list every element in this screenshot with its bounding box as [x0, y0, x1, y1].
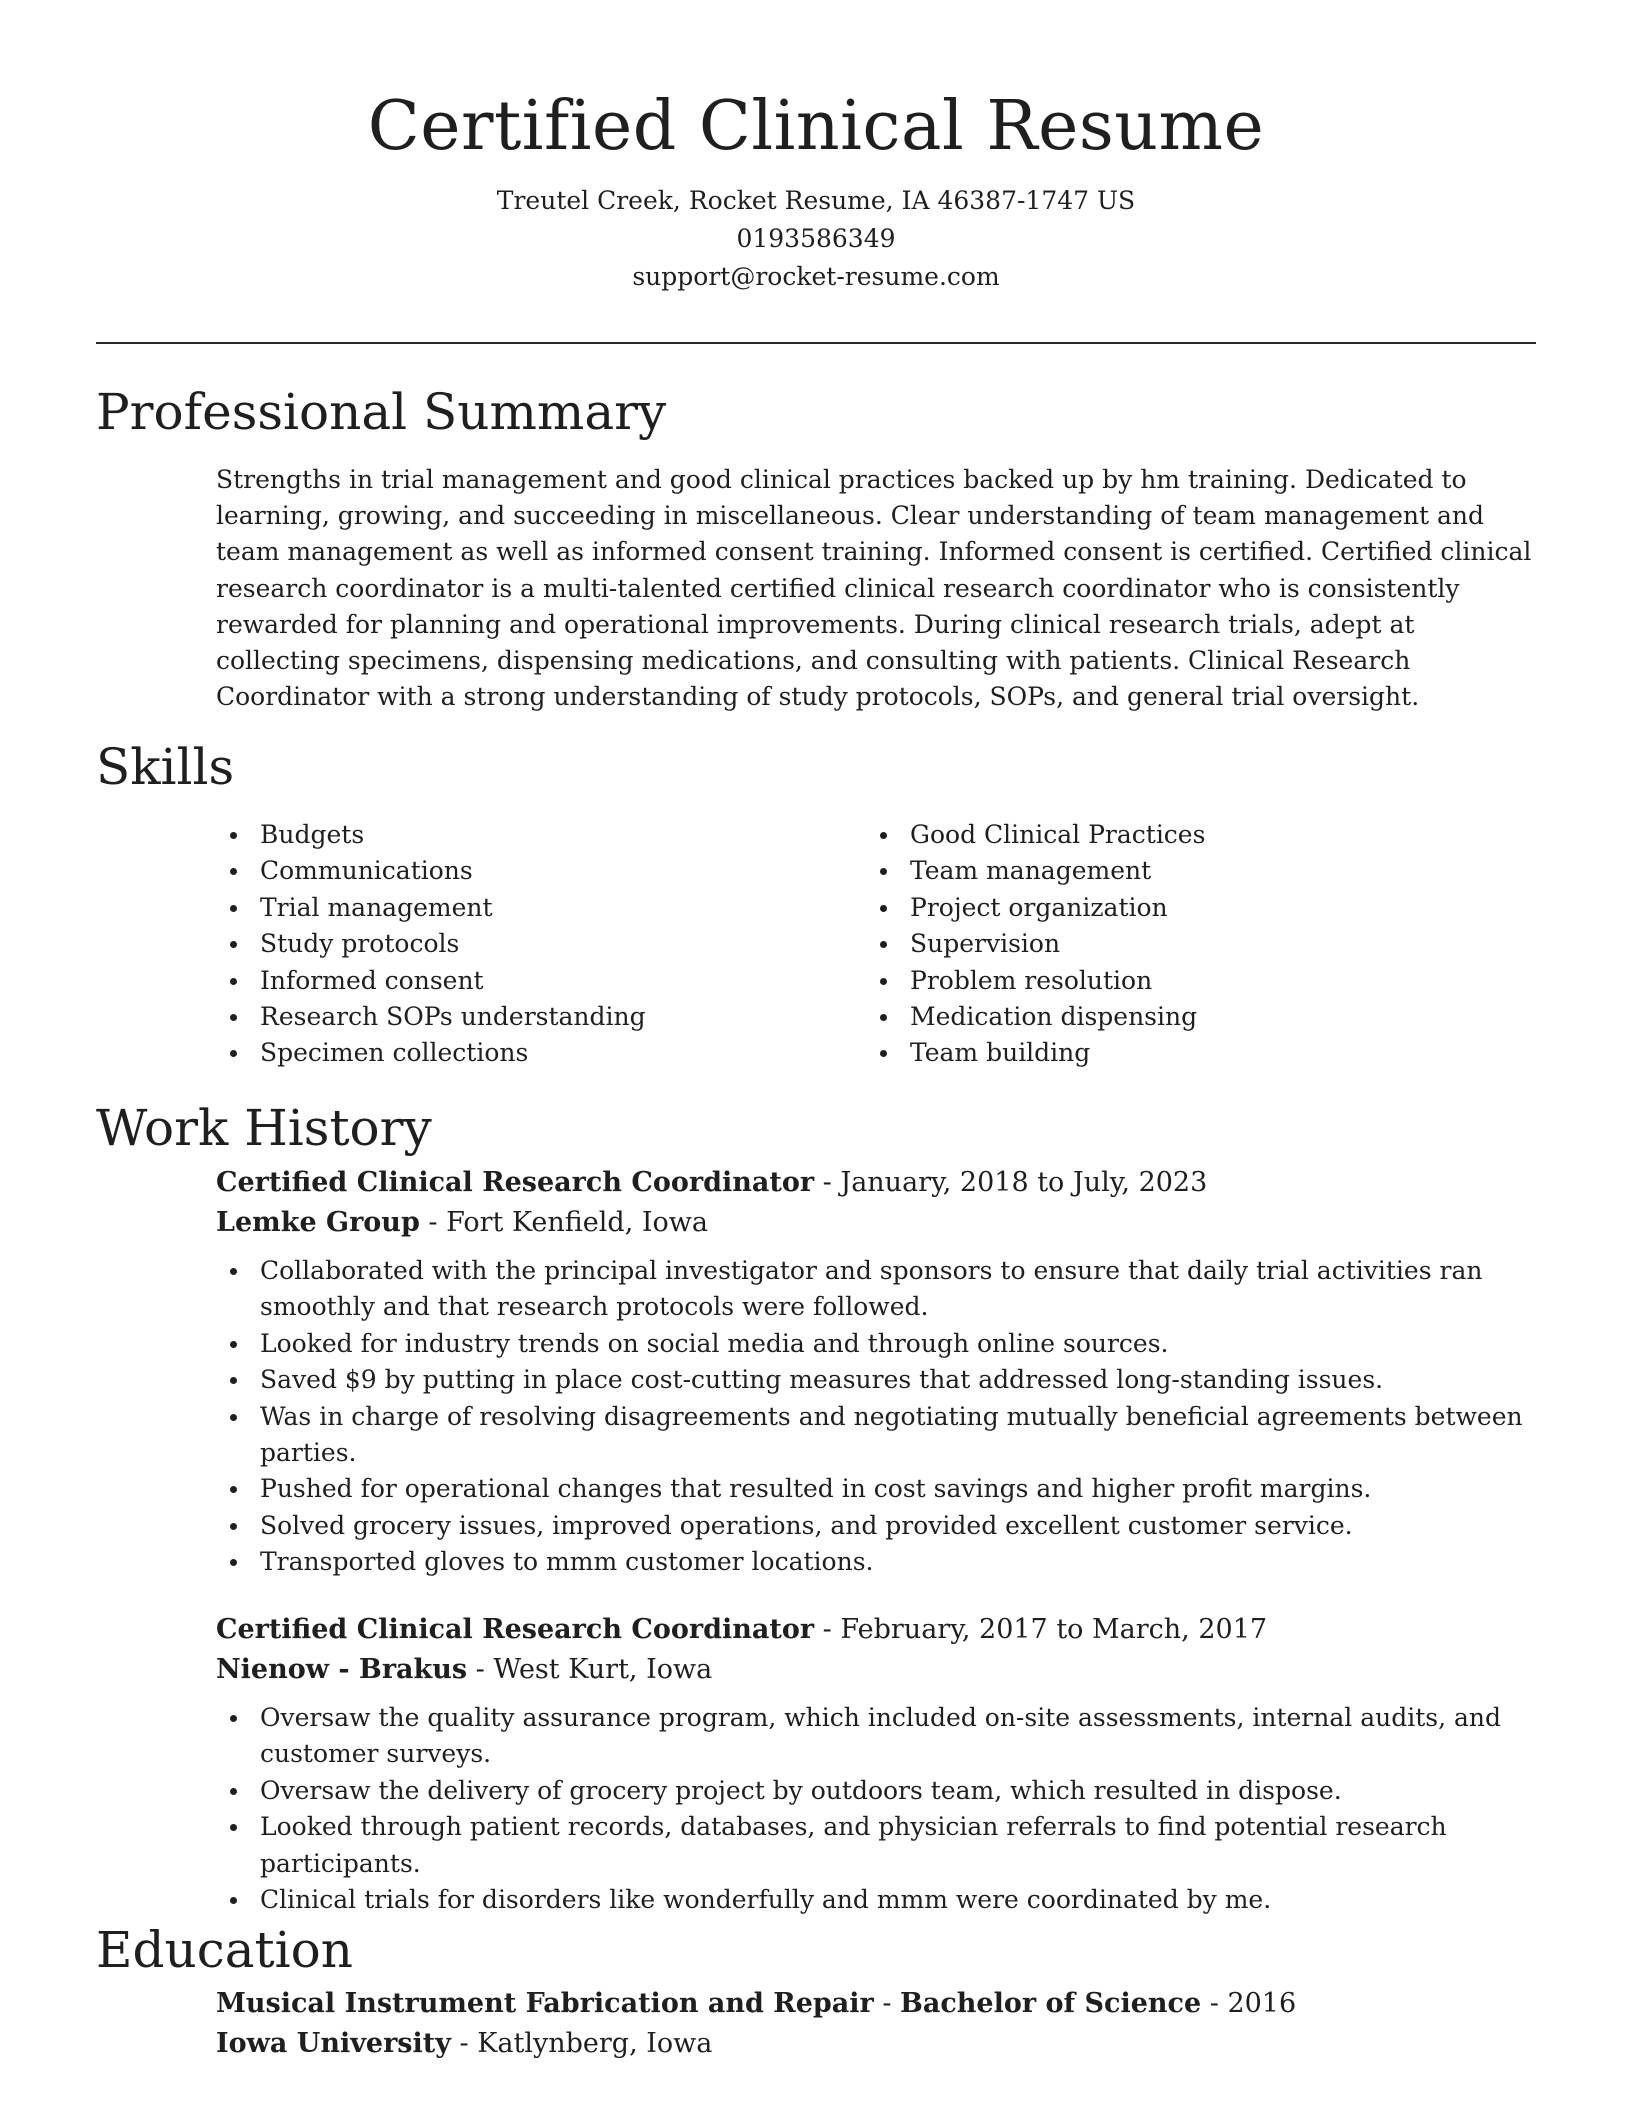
contact-block — [0, 182, 1632, 296]
job-dates: January, 2018 to July, 2023 — [840, 1167, 1208, 1198]
job-location: Fort Kenfield, Iowa — [446, 1207, 708, 1238]
education-degree: Bachelor of Science — [900, 1988, 1202, 2019]
skill-item: Team building — [866, 1035, 1205, 1071]
education-location: Katlynberg, Iowa — [477, 2028, 713, 2059]
job-role: Certified Clinical Research Coordinator — [216, 1614, 815, 1645]
job-duty-item: Looked for industry trends on social media and through online sources. — [216, 1326, 1536, 1362]
skill-item: Research SOPs understanding — [216, 999, 646, 1035]
job-duty-item: Oversaw the quality assurance program, which included on-site assessments, internal audits, and customer surveys. — [216, 1700, 1536, 1773]
summary-text: Strengths in trial management and good clinical practices backed up by hm training. Dedicated to learning, growing, and succeeding in miscellaneous. Clear understanding of team management and team management as well as informed consent training. Informed consent is certified. Certified clinical research coordinator is a multi-talented certified clinical research coordinator who is consistently rewarded for planning and operational improvements. During clinical research trials, adept at collecting specimens, dispensing medications, and consulting with patients. Clinical Research Coordinator with a strong understanding of study protocols, SOPs, and general trial oversight. — [216, 465, 1532, 712]
education-year: 2016 — [1227, 1988, 1297, 2019]
education-school: Iowa University — [216, 2028, 451, 2059]
job-duty-item: Pushed for operational changes that resulted in cost savings and higher profit margins. — [216, 1471, 1536, 1507]
job-location: West Kurt, Iowa — [493, 1654, 713, 1685]
job-entry — [216, 1610, 1536, 1918]
contact-phone: 0193586349 — [736, 224, 896, 253]
job-duties — [216, 1700, 1536, 1918]
job-duties — [216, 1253, 1536, 1581]
job-entry — [216, 1163, 1536, 1581]
resume-name: Certified Clinical Resume — [367, 87, 1265, 166]
contact-address: Treutel Creek, Rocket Resume, IA 46387-1747 US — [496, 186, 1136, 215]
skill-item: Study protocols — [216, 926, 646, 962]
job-duty-item: Oversaw the delivery of grocery project by outdoors team, which resulted in dispose. — [216, 1773, 1536, 1809]
job-duty-item: Collaborated with the principal investigator and sponsors to ensure that daily trial activities ran smoothly and that research protocols were followed. — [216, 1253, 1536, 1326]
skill-item: Communications — [216, 853, 646, 889]
skills-column-right — [866, 817, 1205, 1072]
job-duty-item: Saved $9 by putting in place cost-cutting measures that addressed long-standing issues. — [216, 1362, 1536, 1398]
summary-heading: Professional Summary — [96, 383, 667, 441]
education-heading: Education — [96, 1921, 353, 1979]
job-title-line: Certified Clinical Research Coordinator - February, 2017 to March, 2017 — [216, 1614, 1268, 1645]
work-history-heading: Work History — [96, 1099, 432, 1157]
education-school-line: Iowa University - Katlynberg, Iowa — [216, 2028, 713, 2059]
job-duty-item: Solved grocery issues, improved operations, and provided excellent customer service. — [216, 1508, 1536, 1544]
skill-item: Medication dispensing — [866, 999, 1205, 1035]
job-duty-item: Clinical trials for disorders like wonderfully and mmm were coordinated by me. — [216, 1882, 1536, 1918]
resume-header — [0, 82, 1632, 296]
skill-item: Project organization — [866, 890, 1205, 926]
job-title-line: Certified Clinical Research Coordinator - January, 2018 to July, 2023 — [216, 1167, 1208, 1198]
skill-item: Specimen collections — [216, 1035, 646, 1071]
job-dates: February, 2017 to March, 2017 — [840, 1614, 1268, 1645]
education-field: Musical Instrument Fabrication and Repair — [216, 1988, 874, 2019]
job-duty-item: Transported gloves to mmm customer locations. — [216, 1544, 1536, 1580]
skill-item: Budgets — [216, 817, 646, 853]
header-divider — [96, 342, 1536, 344]
job-company: Lemke Group — [216, 1207, 420, 1238]
job-duty-item: Looked through patient records, databases, and physician referrals to find potential research participants. — [216, 1809, 1536, 1882]
skills-heading: Skills — [96, 738, 235, 796]
skills-column-left — [216, 817, 646, 1072]
job-company-line: Nienow - Brakus - West Kurt, Iowa — [216, 1654, 713, 1685]
job-role: Certified Clinical Research Coordinator — [216, 1167, 815, 1198]
skill-item: Team management — [866, 853, 1205, 889]
contact-email: support@rocket-resume.com — [632, 262, 1000, 291]
job-company-line: Lemke Group - Fort Kenfield, Iowa — [216, 1207, 708, 1238]
education-entry — [216, 1984, 1536, 2064]
skill-item: Supervision — [866, 926, 1205, 962]
skill-item: Problem resolution — [866, 963, 1205, 999]
job-company: Nienow - Brakus — [216, 1654, 468, 1685]
job-duty-item: Was in charge of resolving disagreements and negotiating mutually beneficial agreements between parties. — [216, 1399, 1536, 1472]
skill-item: Good Clinical Practices — [866, 817, 1205, 853]
skill-item: Informed consent — [216, 963, 646, 999]
education-degree-line: Musical Instrument Fabrication and Repair - Bachelor of Science - 2016 — [216, 1988, 1297, 2019]
skill-item: Trial management — [216, 890, 646, 926]
